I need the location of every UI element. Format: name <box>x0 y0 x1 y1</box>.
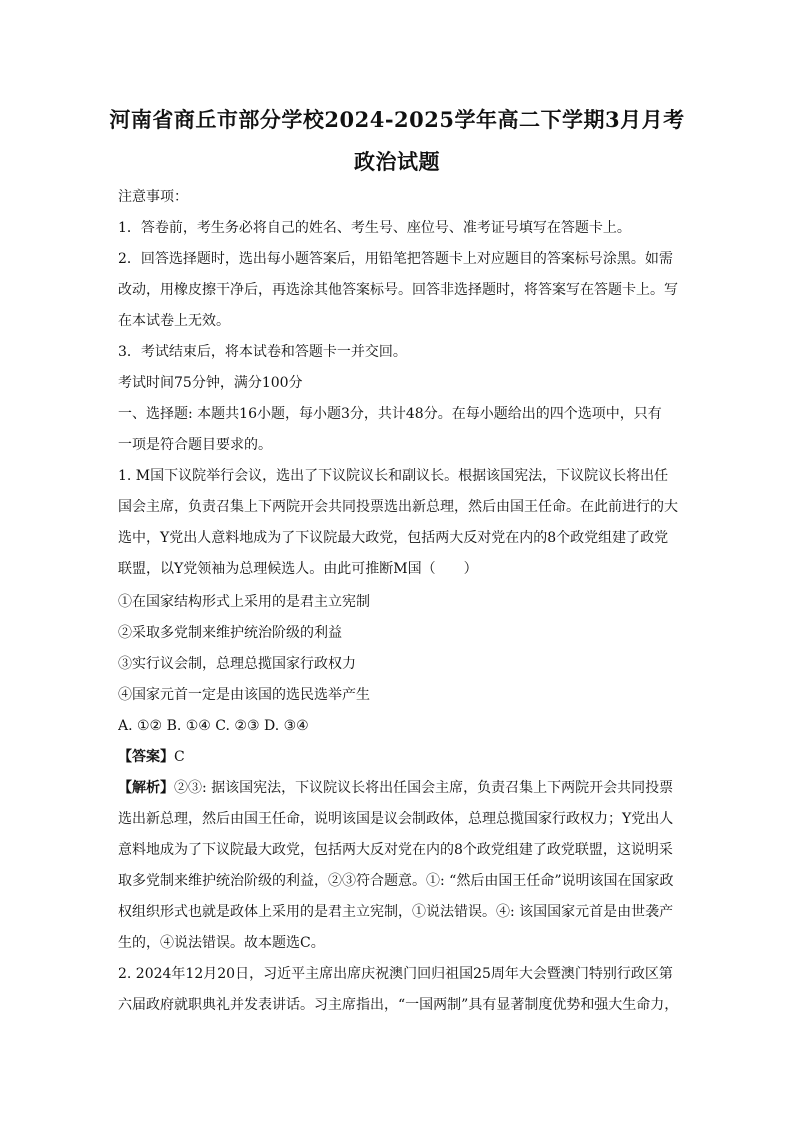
q1-analysis-line5: 权组织形式也就是政体上采用的是君主立宪制，①说法错误。④: 该国国家元首是由世袭产 <box>118 904 674 920</box>
q1-option-4: ④国家元首一定是由该国的选民选举产生 <box>118 687 370 703</box>
notice-item-2-line3: 在本试卷上无效。 <box>118 313 230 329</box>
q1-analysis-line6: 生的，④说法错误。故本题选C。 <box>118 935 325 951</box>
q1-option-3: ③实行议会制，总理总揽国家行政权力 <box>118 656 356 672</box>
q1-analysis-line3: 意料地成为了下议院最大政党，包括两大反对党在内的8个政党组建了政党联盟，这说明采 <box>118 842 673 858</box>
exam-info: 考试时间75分钟，满分100分 <box>118 375 303 391</box>
q1-stem-line4: 联盟，以Y党领袖为总理候选人。由此可推断M国（ ） <box>118 561 478 577</box>
q1-analysis-line4: 取多党制来维护统治阶级的利益，②③符合题意。①: “然后由国王任命”说明该国在国家政 <box>118 873 674 889</box>
q1-option-1: ①在国家结构形式上采用的是君主立宪制 <box>118 594 370 610</box>
q1-stem-line3: 选中，Y党出人意料地成为了下议院最大政党，包括两大反对党在内的8个政党组建了政党 <box>118 530 669 546</box>
q2-stem-line2: 六届政府就职典礼并发表讲话。习主席指出，“一国两制”具有显著制度优势和强大生命力， <box>118 997 679 1013</box>
section1-line1: 一、选择题: 本题共16小题，每小题3分，共计48分。在每小题给出的四个选项中，只有 <box>118 406 662 422</box>
q1-option-2: ②采取多党制来维护统治阶级的利益 <box>118 625 342 641</box>
section1-line2: 一项是符合题目要求的。 <box>118 437 272 453</box>
document-title-line2: 政治试题 <box>354 149 440 174</box>
analysis-text: ②③: 据该国宪法，下议院议长将出任国会主席，负责召集上下两院开会共同投票 <box>174 780 674 796</box>
q1-stem-line1: 1. M国下议院举行会议，选出了下议院议长和副议长。根据该国宪法，下议院议长将出任 <box>118 468 669 484</box>
notice-heading: 注意事项： <box>118 189 188 205</box>
q1-stem-line2: 国会主席，负责召集上下两院开会共同投票选出新总理，然后由国王任命。在此前进行的大 <box>118 499 678 515</box>
q1-analysis-line1 <box>118 778 684 798</box>
document-title-line1: 河南省商丘市部分学校2024-2025学年高二下学期3月月考 <box>109 107 685 132</box>
q1-answer <box>118 747 684 767</box>
q1-analysis-line2: 选出新总理，然后由国王任命，说明该国是议会制政体，总理总揽国家行政权力；Y党出人 <box>118 811 674 827</box>
notice-item-2-line2: 改动，用橡皮擦干净后，再选涂其他答案标号。回答非选择题时，将答案写在答题卡上。写 <box>118 282 678 298</box>
notice-item-2-line1: 2．回答选择题时，选出每小题答案后，用铅笔把答题卡上对应题目的答案标号涂黑。如需 <box>118 251 673 267</box>
analysis-label: 【解析】 <box>118 780 174 796</box>
answer-value: C <box>174 749 185 765</box>
q1-choices: A. ①② B. ①④ C. ②③ D. ③④ <box>118 718 309 734</box>
notice-item-3: 3．考试结束后，将本试卷和答题卡一并交回。 <box>118 344 407 360</box>
q2-stem-line1: 2. 2024年12月20日，习近平主席出席庆祝澳门回归祖国25周年大会暨澳门特别行政区第 <box>118 966 673 982</box>
answer-label: 【答案】 <box>118 749 174 765</box>
notice-item-1: 1．答卷前，考生务必将自己的姓名、考生号、座位号、准考证号填写在答题卡上。 <box>118 220 631 236</box>
